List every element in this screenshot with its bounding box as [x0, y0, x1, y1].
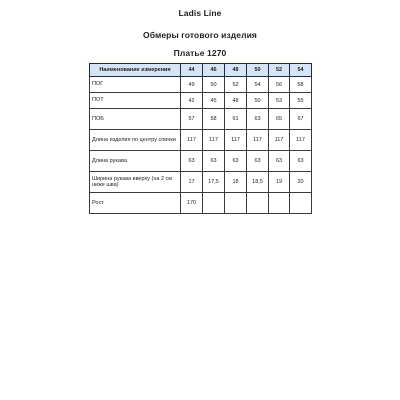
cell-value: 65: [269, 109, 290, 130]
cell-value: [269, 193, 290, 214]
header-size: 44: [181, 64, 203, 77]
cell-value: 53: [269, 93, 290, 109]
cell-value: 19: [269, 172, 290, 193]
cell-value: 42: [181, 93, 203, 109]
cell-value: 54: [247, 77, 269, 93]
cell-value: 50: [203, 77, 225, 93]
cell-value: 48: [225, 93, 247, 109]
cell-value: 49: [181, 77, 203, 93]
cell-value: 117: [225, 130, 247, 151]
cell-value: 18: [225, 172, 247, 193]
product-title: Платье 1270: [173, 48, 227, 58]
cell-value: 63: [225, 151, 247, 172]
row-label: ПОТ: [90, 93, 181, 109]
table-row: [90, 109, 312, 130]
cell-value: 17: [181, 172, 203, 193]
cell-value: 117: [181, 130, 203, 151]
cell-value: [290, 193, 312, 214]
header-size: 52: [269, 64, 290, 77]
cell-value: 58: [203, 109, 225, 130]
table-header-row: [90, 64, 312, 77]
cell-value: 45: [203, 93, 225, 109]
cell-value: 117: [269, 130, 290, 151]
cell-value: 63: [203, 151, 225, 172]
table-row: [90, 172, 312, 193]
table-row: [90, 193, 312, 214]
row-label: Длина изделия по центру спинки: [90, 130, 181, 151]
cell-value: 52: [225, 77, 247, 93]
measurements-table: [89, 63, 312, 214]
cell-value: 117: [290, 130, 312, 151]
brand-title: Ladis Line: [178, 8, 222, 18]
header-size: 48: [225, 64, 247, 77]
table-row: [90, 151, 312, 172]
cell-value: 67: [290, 109, 312, 130]
table-row: [90, 130, 312, 151]
cell-value: 17,5: [203, 172, 225, 193]
row-label: Длина рукава: [90, 151, 181, 172]
row-label: ПОБ: [90, 109, 181, 130]
cell-value: 170: [181, 193, 203, 214]
table-row: [90, 77, 312, 93]
cell-value: [225, 193, 247, 214]
header-size: 50: [247, 64, 269, 77]
header-measurement-name: Наименование измерения: [90, 64, 181, 77]
cell-value: 63: [247, 151, 269, 172]
row-label: ПОГ: [90, 77, 181, 93]
header-size: 46: [203, 64, 225, 77]
cell-value: [203, 193, 225, 214]
cell-value: 56: [269, 77, 290, 93]
table-row: [90, 93, 312, 109]
cell-value: 63: [181, 151, 203, 172]
cell-value: 20: [290, 172, 312, 193]
row-label: Ширина рукава вверху (на 2 см ниже шва): [90, 172, 181, 193]
cell-value: 63: [269, 151, 290, 172]
cell-value: 61: [225, 109, 247, 130]
cell-value: 55: [290, 93, 312, 109]
cell-value: 18,5: [247, 172, 269, 193]
cell-value: [247, 193, 269, 214]
document-heading: Обмеры готового изделия: [143, 30, 257, 40]
cell-value: 117: [203, 130, 225, 151]
cell-value: 117: [247, 130, 269, 151]
cell-value: 63: [290, 151, 312, 172]
cell-value: 63: [247, 109, 269, 130]
header-size: 54: [290, 64, 312, 77]
cell-value: 58: [290, 77, 312, 93]
cell-value: 50: [247, 93, 269, 109]
row-label: Рост: [90, 193, 181, 214]
cell-value: 57: [181, 109, 203, 130]
